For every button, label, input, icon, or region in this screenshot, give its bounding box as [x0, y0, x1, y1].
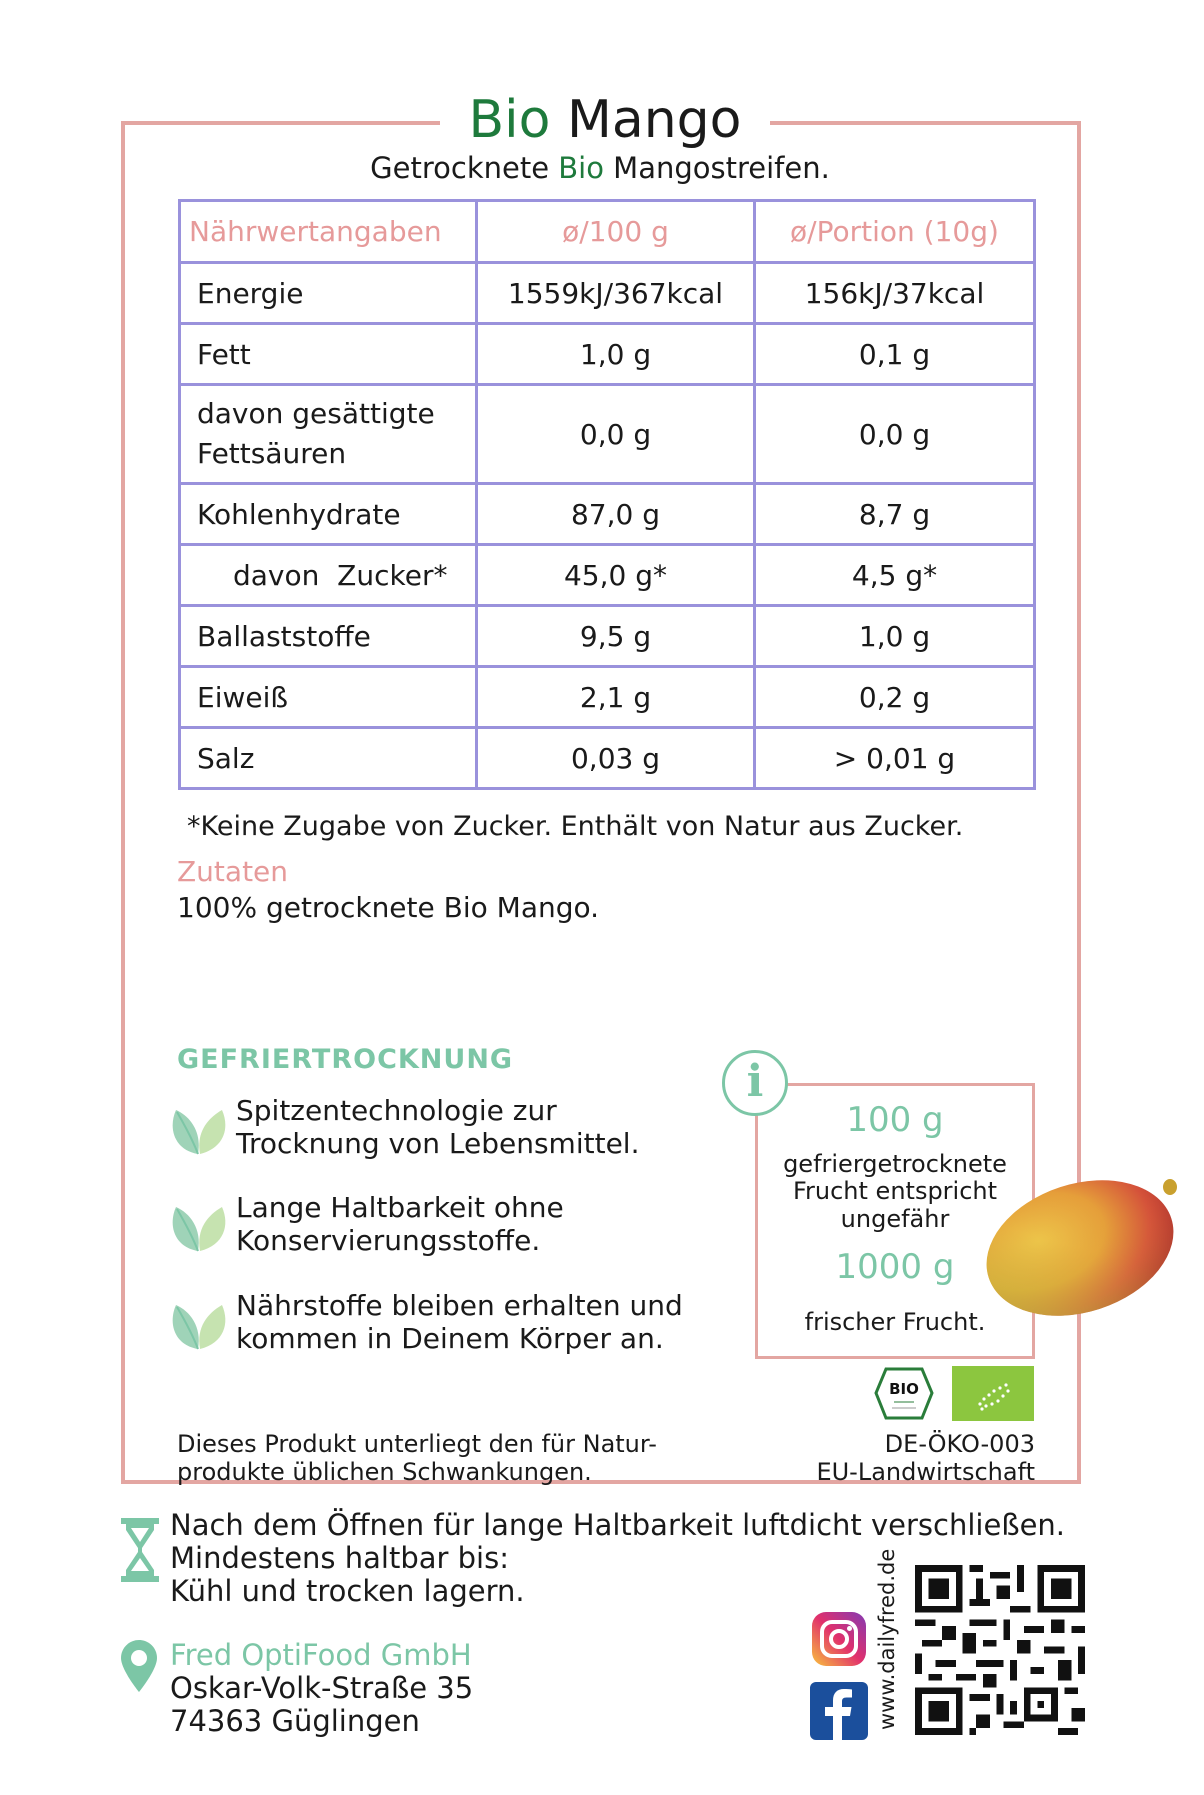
nutrient-portion: 156kJ/37kcal — [755, 263, 1035, 324]
feature-item — [168, 1289, 728, 1369]
best-before-label: Mindestens haltbar bis: — [170, 1541, 509, 1575]
nutrition-header-label: Nährwertangaben — [180, 201, 477, 263]
feature-text — [236, 1289, 683, 1355]
feature-item — [168, 1191, 728, 1271]
table-row — [180, 606, 1035, 667]
table-row — [180, 263, 1035, 324]
nutrient-name-line2: Fettsäuren — [197, 437, 347, 470]
table-row — [180, 545, 1035, 606]
disclaimer-line: produkte üblichen Schwankungen. — [177, 1458, 592, 1486]
nutrition-header-row — [180, 201, 1035, 263]
ingredients-text: 100% getrocknete Bio Mango. — [177, 891, 600, 924]
feature-line: Konservierungsstoffe. — [236, 1224, 541, 1257]
product-title — [440, 85, 770, 155]
nutrient-per100: 1559kJ/367kcal — [477, 263, 755, 324]
nutrient-portion: 0,1 g — [755, 324, 1035, 385]
nutrient-per100: 1,0 g — [477, 324, 755, 385]
nutrition-header-per100: ø/100 g — [477, 201, 755, 263]
bio-seal-icon — [874, 1366, 934, 1421]
variation-disclaimer — [177, 1430, 657, 1486]
info-line: Frucht entspricht — [792, 1177, 998, 1205]
control-code: DE-ÖKO-003 — [884, 1430, 1035, 1458]
feature-text — [236, 1094, 639, 1160]
nutrient-name — [180, 385, 477, 484]
table-row — [180, 728, 1035, 789]
storage-line: Nach dem Öffnen für lange Haltbarkeit luftdicht verschließen. — [170, 1508, 1066, 1542]
qr-code[interactable] — [915, 1565, 1085, 1735]
subtitle-after: Mangostreifen. — [603, 151, 830, 185]
nutrient-name: Salz — [180, 728, 477, 789]
nutrient-name: davon Zucker* — [180, 545, 477, 606]
company-city: 74363 Güglingen — [170, 1704, 420, 1738]
title-name: Mango — [566, 90, 742, 150]
fresh-amount: 1000 g — [835, 1247, 955, 1287]
nutrient-per100: 45,0 g* — [477, 545, 755, 606]
dried-amount: 100 g — [846, 1100, 944, 1140]
info-icon: i — [722, 1050, 788, 1116]
table-row — [180, 484, 1035, 545]
feature-line: Trocknung von Lebensmittel. — [236, 1127, 640, 1160]
leaf-icon — [168, 1195, 230, 1255]
nutrient-portion: 8,7 g — [755, 484, 1035, 545]
nutrient-name-line1: davon gesättigte — [197, 397, 435, 430]
bio-seal-text: BIO — [889, 1380, 919, 1398]
subtitle-bio: Bio — [558, 151, 604, 185]
nutrition-table — [178, 199, 1036, 790]
location-pin-icon — [121, 1640, 157, 1692]
storage-line: Kühl und trocken lagern. — [170, 1574, 525, 1608]
nutrition-header-portion: ø/Portion (10g) — [755, 201, 1035, 263]
leaf-icon — [168, 1098, 230, 1158]
feature-line: Spitzentechnologie zur — [236, 1094, 557, 1127]
subtitle-before: Getrocknete — [370, 151, 559, 185]
freeze-drying-heading: GEFRIERTROCKNUNG — [177, 1044, 514, 1075]
ingredients-heading: Zutaten — [177, 855, 289, 888]
nutrient-portion: 0,0 g — [755, 385, 1035, 484]
info-line: gefriergetrocknete — [783, 1150, 1007, 1178]
table-row — [180, 324, 1035, 385]
instagram-icon[interactable] — [810, 1610, 868, 1668]
title-bio: Bio — [468, 90, 551, 150]
feature-line: Nährstoffe bleiben erhalten und — [236, 1289, 683, 1322]
table-row — [180, 385, 1035, 484]
website-link[interactable]: www.dailyfred.de — [875, 1548, 899, 1730]
table-row — [180, 667, 1035, 728]
nutrient-name: Eiweiß — [180, 667, 477, 728]
nutrient-portion: 4,5 g* — [755, 545, 1035, 606]
leaf-icon — [168, 1293, 230, 1353]
product-subtitle — [200, 148, 1000, 188]
mango-image — [982, 1160, 1182, 1320]
nutrient-per100: 0,0 g — [477, 385, 755, 484]
nutrient-name: Ballaststoffe — [180, 606, 477, 667]
company-street: Oskar-Volk-Straße 35 — [170, 1671, 474, 1705]
nutrient-name: Fett — [180, 324, 477, 385]
eu-organic-leaf-icon — [952, 1366, 1034, 1421]
nutrient-per100: 87,0 g — [477, 484, 755, 545]
nutrient-name: Energie — [180, 263, 477, 324]
info-line: frischer Frucht. — [804, 1308, 986, 1336]
feature-line: kommen in Deinem Körper an. — [236, 1322, 664, 1355]
nutrient-portion: 1,0 g — [755, 606, 1035, 667]
facebook-icon[interactable] — [810, 1682, 868, 1740]
agriculture-origin: EU-Landwirtschaft — [816, 1458, 1035, 1486]
feature-text — [236, 1191, 564, 1257]
company-name: Fred OptiFood GmbH — [170, 1638, 472, 1672]
nutrient-name: Kohlenhydrate — [180, 484, 477, 545]
nutrient-per100: 0,03 g — [477, 728, 755, 789]
info-line: ungefähr — [840, 1205, 950, 1233]
nutrient-portion: 0,2 g — [755, 667, 1035, 728]
nutrient-per100: 9,5 g — [477, 606, 755, 667]
sugar-footnote: *Keine Zugabe von Zucker. Enthält von Natur aus Zucker. — [187, 811, 964, 842]
nutrient-per100: 2,1 g — [477, 667, 755, 728]
feature-line: Lange Haltbarkeit ohne — [236, 1191, 564, 1224]
disclaimer-line: Dieses Produkt unterliegt den für Natur- — [177, 1430, 657, 1458]
feature-item — [168, 1094, 728, 1174]
hourglass-icon — [121, 1518, 159, 1582]
nutrient-portion: > 0,01 g — [755, 728, 1035, 789]
